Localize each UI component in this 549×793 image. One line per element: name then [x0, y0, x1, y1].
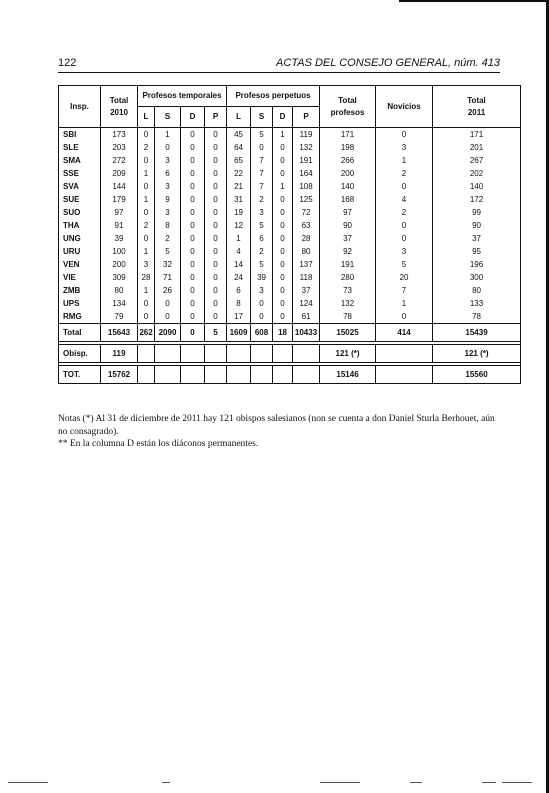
table-cell: 91: [101, 219, 138, 232]
table-row: [59, 167, 521, 180]
table-cell: 28: [293, 232, 320, 245]
table-cell: 191: [293, 154, 320, 167]
table-cell: 3: [155, 180, 181, 193]
table-cell: 14: [227, 258, 251, 271]
table-cell: 118: [293, 271, 320, 284]
table-cell: 0: [138, 206, 155, 219]
table-cell: 8: [227, 297, 251, 310]
page-bottom-marks: [0, 782, 549, 785]
header-total-profesos: Total profesos: [320, 86, 376, 128]
table-cell: 209: [101, 167, 138, 180]
page-edge-top: [399, 0, 549, 2]
table-cell: 0: [181, 128, 205, 142]
table-cell: 99: [433, 206, 521, 219]
table-cell: 121 (*): [320, 345, 376, 363]
table-cell: 0: [205, 193, 227, 206]
header-total-2010: Total 2010: [101, 86, 138, 128]
header-perp-l: L: [227, 107, 251, 128]
table-cell: 97: [320, 206, 376, 219]
table-cell: 0: [205, 128, 227, 142]
header-perp-p: P: [293, 107, 320, 128]
table-row: [59, 232, 521, 245]
table-cell: [138, 366, 155, 384]
province-code: UPS: [59, 297, 101, 310]
table-cell: 0: [181, 297, 205, 310]
table-cell: 3: [376, 141, 433, 154]
table-cell: 1609: [227, 324, 251, 342]
table-cell: 1: [138, 245, 155, 258]
table-cell: 200: [320, 167, 376, 180]
table-cell: 78: [433, 310, 521, 324]
table-cell: 4: [376, 193, 433, 206]
table-cell: 262: [138, 324, 155, 342]
table-cell: 3: [138, 258, 155, 271]
table-cell: 0: [205, 180, 227, 193]
table-cell: 1: [273, 180, 293, 193]
table-cell: 0: [181, 245, 205, 258]
row-label: Total: [59, 324, 101, 342]
table-cell: 2: [251, 193, 273, 206]
table-cell: 0: [205, 310, 227, 324]
table-cell: 0: [181, 206, 205, 219]
table-cell: 26: [155, 284, 181, 297]
table-cell: 0: [205, 232, 227, 245]
table-cell: [227, 366, 251, 384]
table-cell: 179: [101, 193, 138, 206]
table-cell: 140: [320, 180, 376, 193]
table-cell: [155, 366, 181, 384]
table-cell: 37: [293, 284, 320, 297]
table-cell: 7: [251, 167, 273, 180]
table-cell: 0: [205, 141, 227, 154]
table-cell: 0: [155, 141, 181, 154]
statistics-table: [58, 85, 521, 384]
table-cell: 32: [155, 258, 181, 271]
table-cell: 8: [155, 219, 181, 232]
table-cell: 309: [101, 271, 138, 284]
table-cell: 0: [138, 128, 155, 142]
table-cell: 0: [155, 310, 181, 324]
table-cell: 171: [320, 128, 376, 142]
table-cell: 0: [251, 310, 273, 324]
table-cell: 63: [293, 219, 320, 232]
table-cell: 0: [205, 219, 227, 232]
table-row: [59, 271, 521, 284]
table-row: [59, 128, 521, 142]
table-cell: 198: [320, 141, 376, 154]
table-cell: 0: [273, 271, 293, 284]
table-cell: [205, 366, 227, 384]
table-cell: 0: [181, 258, 205, 271]
table-cell: 80: [101, 284, 138, 297]
table-cell: 7: [376, 284, 433, 297]
table-cell: 267: [433, 154, 521, 167]
table-cell: 608: [251, 324, 273, 342]
table-row: [59, 154, 521, 167]
province-code: SUO: [59, 206, 101, 219]
table-row: [59, 284, 521, 297]
table-cell: 0: [181, 284, 205, 297]
table-cell: 0: [138, 310, 155, 324]
table-row: [59, 245, 521, 258]
table-cell: 2: [138, 141, 155, 154]
table-cell: 90: [433, 219, 521, 232]
table-cell: [273, 345, 293, 363]
table-row: [59, 193, 521, 206]
table-cell: 1: [376, 297, 433, 310]
table-cell: 414: [376, 324, 433, 342]
table-row: [59, 219, 521, 232]
table-cell: 171: [433, 128, 521, 142]
table-cell: 15025: [320, 324, 376, 342]
table-cell: 95: [433, 245, 521, 258]
table-cell: 0: [273, 206, 293, 219]
header-temp-d: D: [181, 107, 205, 128]
table-cell: 2: [138, 219, 155, 232]
table-cell: 5: [155, 245, 181, 258]
table-cell: 1: [227, 232, 251, 245]
table-cell: 0: [181, 154, 205, 167]
page-header: [58, 57, 500, 71]
table-cell: 1: [138, 284, 155, 297]
table-cell: 37: [433, 232, 521, 245]
table-cell: 3: [155, 206, 181, 219]
table-cell: 132: [293, 141, 320, 154]
table-cell: 196: [433, 258, 521, 271]
table-cell: 0: [205, 154, 227, 167]
table-cell: 119: [101, 345, 138, 363]
table-cell: 0: [273, 154, 293, 167]
table-cell: 1: [155, 128, 181, 142]
table-cell: 0: [181, 232, 205, 245]
table-cell: 164: [293, 167, 320, 180]
table-cell: 3: [251, 206, 273, 219]
table-cell: 125: [293, 193, 320, 206]
row-label: TOT.: [59, 366, 101, 384]
table-cell: 6: [227, 284, 251, 297]
table-cell: 3: [251, 284, 273, 297]
table-cell: 202: [433, 167, 521, 180]
table-cell: 0: [138, 232, 155, 245]
table-cell: 100: [101, 245, 138, 258]
table-cell: 0: [181, 271, 205, 284]
table-cell: 0: [273, 193, 293, 206]
province-code: RMG: [59, 310, 101, 324]
table-cell: 15560: [433, 366, 521, 384]
table-cell: 140: [433, 180, 521, 193]
table-cell: 124: [293, 297, 320, 310]
header-profesos-temporales: Profesos temporales: [138, 86, 227, 107]
table-cell: 0: [205, 271, 227, 284]
table-cell: [251, 366, 273, 384]
table-cell: 80: [433, 284, 521, 297]
table-cell: [293, 366, 320, 384]
table-cell: 2: [155, 232, 181, 245]
table-row: [59, 206, 521, 219]
table-cell: 266: [320, 154, 376, 167]
table-cell: 280: [320, 271, 376, 284]
table-cell: [376, 366, 433, 384]
table-cell: 0: [205, 206, 227, 219]
note-deacons: ** En la columna D están los diáconos permanentes.: [58, 439, 259, 449]
table-cell: 1: [138, 193, 155, 206]
table-cell: 0: [155, 297, 181, 310]
table-cell: 0: [376, 128, 433, 142]
province-code: SSE: [59, 167, 101, 180]
table-cell: 15762: [101, 366, 138, 384]
table-cell: 0: [251, 297, 273, 310]
table-cell: 15643: [101, 324, 138, 342]
table-cell: 272: [101, 154, 138, 167]
table-cell: 28: [138, 271, 155, 284]
table-cell: 300: [433, 271, 521, 284]
table-cell: 61: [293, 310, 320, 324]
table-cell: 12: [227, 219, 251, 232]
table-cell: 0: [205, 284, 227, 297]
province-code: ZMB: [59, 284, 101, 297]
table-cell: 134: [101, 297, 138, 310]
header-perp-s: S: [251, 107, 273, 128]
table-cell: 39: [101, 232, 138, 245]
table-cell: 172: [433, 193, 521, 206]
table-cell: 133: [433, 297, 521, 310]
table-cell: 15146: [320, 366, 376, 384]
table-cell: 0: [181, 167, 205, 180]
province-code: THA: [59, 219, 101, 232]
table-cell: 0: [273, 297, 293, 310]
province-code: VIE: [59, 271, 101, 284]
table-cell: 0: [205, 297, 227, 310]
table-cell: 1: [138, 167, 155, 180]
header-temp-l: L: [138, 107, 155, 128]
table-cell: 0: [273, 167, 293, 180]
table-cell: 0: [205, 258, 227, 271]
province-code: SMA: [59, 154, 101, 167]
table-cell: 0: [273, 284, 293, 297]
table-cell: 5: [251, 219, 273, 232]
table-cell: 2090: [155, 324, 181, 342]
table-cell: 45: [227, 128, 251, 142]
table-cell: 0: [273, 258, 293, 271]
table-cell: 79: [101, 310, 138, 324]
running-title: ACTAS DEL CONSEJO GENERAL, núm. 413: [276, 57, 500, 69]
table-cell: [181, 345, 205, 363]
table-cell: 1: [273, 128, 293, 142]
table-cell: [138, 345, 155, 363]
table-cell: 17: [227, 310, 251, 324]
table-cell: 0: [273, 141, 293, 154]
page-number: 122: [58, 57, 77, 69]
table-cell: 4: [227, 245, 251, 258]
table-cell: [155, 345, 181, 363]
table-row: [59, 180, 521, 193]
table-cell: 0: [138, 297, 155, 310]
table-cell: [293, 345, 320, 363]
table-cell: 2: [251, 245, 273, 258]
table-cell: 0: [205, 167, 227, 180]
table-cell: 0: [376, 219, 433, 232]
province-code: SVA: [59, 180, 101, 193]
province-code: SLE: [59, 141, 101, 154]
table-cell: 7: [251, 154, 273, 167]
table-notes: [58, 413, 500, 451]
table-cell: 0: [181, 310, 205, 324]
table-body: [59, 128, 521, 324]
table-cell: 5: [251, 128, 273, 142]
table-cell: 0: [273, 310, 293, 324]
table-cell: 1: [376, 154, 433, 167]
table-tot-row: [59, 366, 521, 384]
table-cell: 72: [293, 206, 320, 219]
table-obisp-row: [59, 345, 521, 363]
header-total-2011: Total 2011: [433, 86, 521, 128]
table-cell: 0: [273, 219, 293, 232]
table-cell: [181, 366, 205, 384]
table-cell: 19: [227, 206, 251, 219]
table-cell: 18: [273, 324, 293, 342]
table-cell: 132: [320, 297, 376, 310]
table-row: [59, 141, 521, 154]
table-cell: 20: [376, 271, 433, 284]
table-cell: 73: [320, 284, 376, 297]
province-code: UNG: [59, 232, 101, 245]
table-cell: 92: [320, 245, 376, 258]
table-row: [59, 258, 521, 271]
table-cell: 9: [155, 193, 181, 206]
table-cell: 0: [273, 245, 293, 258]
province-code: SUE: [59, 193, 101, 206]
table-row: [59, 297, 521, 310]
table-cell: 203: [101, 141, 138, 154]
table-cell: 3: [155, 154, 181, 167]
table-cell: 71: [155, 271, 181, 284]
table-row: [59, 310, 521, 324]
table-cell: 0: [376, 310, 433, 324]
table-cell: 7: [251, 180, 273, 193]
table-cell: 0: [376, 180, 433, 193]
table-cell: 0: [251, 141, 273, 154]
table-cell: 0: [273, 232, 293, 245]
table-cell: 10433: [293, 324, 320, 342]
province-code: VEN: [59, 258, 101, 271]
table-cell: 22: [227, 167, 251, 180]
header-rule: [58, 72, 500, 73]
table-cell: 0: [376, 232, 433, 245]
table-cell: 168: [320, 193, 376, 206]
header-insp: Insp.: [59, 86, 101, 128]
table-cell: 144: [101, 180, 138, 193]
table-cell: 64: [227, 141, 251, 154]
table-cell: 0: [181, 193, 205, 206]
header-novicios: Novicios: [376, 86, 433, 128]
table-cell: 65: [227, 154, 251, 167]
table-cell: 3: [376, 245, 433, 258]
table-cell: 2: [376, 167, 433, 180]
table-cell: 31: [227, 193, 251, 206]
table-cell: 191: [320, 258, 376, 271]
table-cell: [205, 345, 227, 363]
table-cell: 5: [205, 324, 227, 342]
table-cell: 80: [293, 245, 320, 258]
table-cell: 78: [320, 310, 376, 324]
table-cell: 0: [181, 180, 205, 193]
header-temp-s: S: [155, 107, 181, 128]
table-cell: 39: [251, 271, 273, 284]
table-total-row: [59, 324, 521, 342]
table-cell: 37: [320, 232, 376, 245]
table-cell: 0: [181, 219, 205, 232]
table-cell: 6: [251, 232, 273, 245]
table-cell: 24: [227, 271, 251, 284]
header-profesos-perpetuos: Profesos perpetuos: [227, 86, 320, 107]
table-cell: 97: [101, 206, 138, 219]
table-cell: 108: [293, 180, 320, 193]
table-cell: [376, 345, 433, 363]
table-cell: 5: [376, 258, 433, 271]
table-cell: [273, 366, 293, 384]
table-cell: 6: [155, 167, 181, 180]
table-cell: 2: [376, 206, 433, 219]
table-cell: 0: [181, 141, 205, 154]
table-cell: 121 (*): [433, 345, 521, 363]
table-cell: 119: [293, 128, 320, 142]
table-cell: 137: [293, 258, 320, 271]
province-code: SBI: [59, 128, 101, 142]
table-cell: 173: [101, 128, 138, 142]
header-perp-d: D: [273, 107, 293, 128]
table-cell: 0: [138, 180, 155, 193]
table-cell: 0: [181, 324, 205, 342]
table-cell: 5: [251, 258, 273, 271]
table-cell: 21: [227, 180, 251, 193]
table-cell: 15439: [433, 324, 521, 342]
province-code: URU: [59, 245, 101, 258]
table-cell: 90: [320, 219, 376, 232]
row-label: Obisp.: [59, 345, 101, 363]
header-temp-p: P: [205, 107, 227, 128]
table-cell: [227, 345, 251, 363]
table-cell: 0: [205, 245, 227, 258]
table-cell: 200: [101, 258, 138, 271]
table-cell: [251, 345, 273, 363]
note-bishops: Notas (*) Al 31 de diciembre de 2011 hay 121 obispos salesianos (non se cuenta a don Daniel Sturla Berhouet, aún no consagrado).: [58, 414, 495, 437]
table-cell: 0: [138, 154, 155, 167]
table-cell: 201: [433, 141, 521, 154]
